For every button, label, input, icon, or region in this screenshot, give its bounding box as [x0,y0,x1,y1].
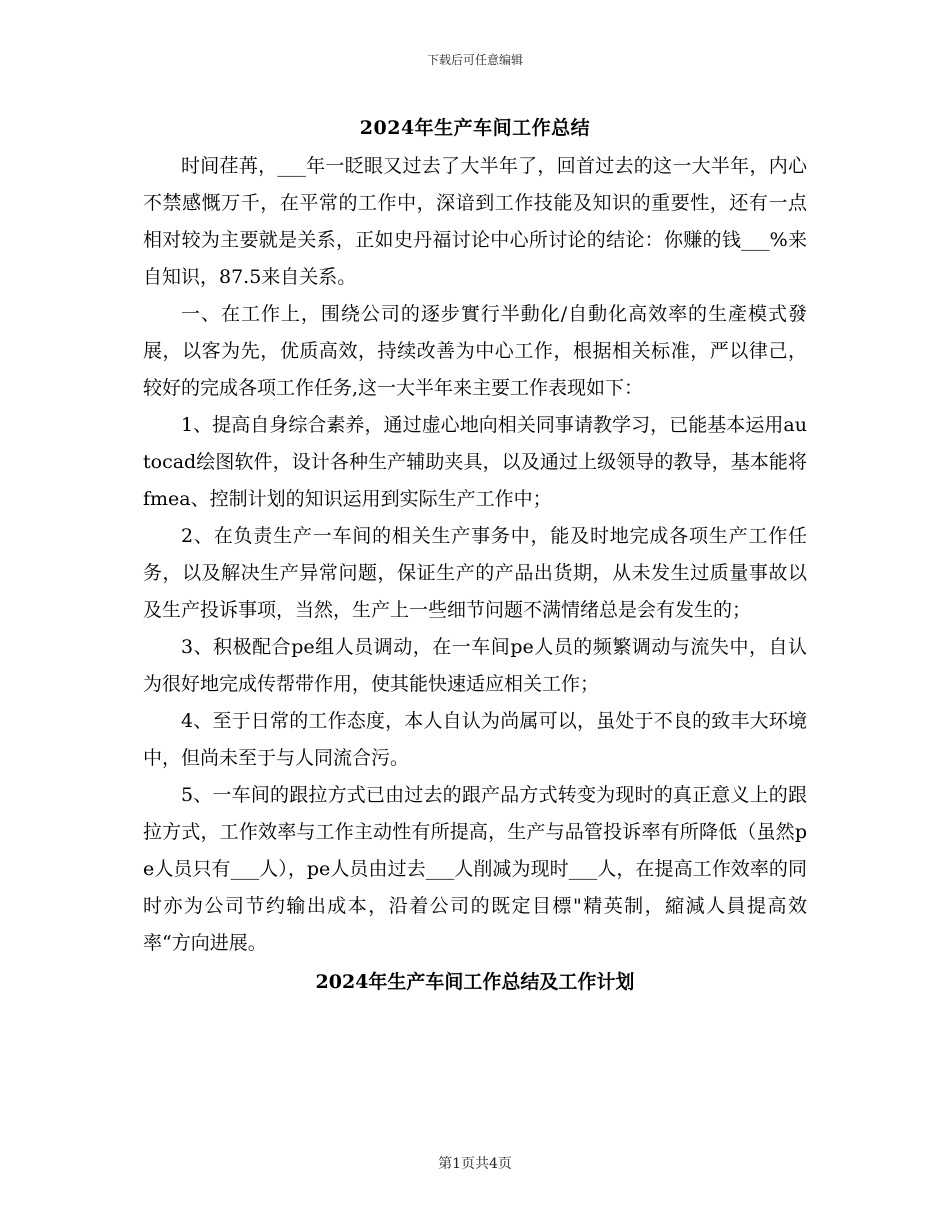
paragraph-item-3: 3、积极配合pe组人员调动，在一车间pe人员的频繁调动与流失中，自认为很好地完成传帮带作用，使其能快速适应相关工作； [143,636,807,695]
page-number: 第1页共4页 [438,1156,512,1172]
document-title: 2024年生产车间工作总结 [359,117,591,139]
paragraph-section-one: 一、在工作上，围绕公司的逐步實行半動化/自動化高效率的生產模式發展，以客为先，优质高效，持续改善为中心工作，根据相关标准，严以律己，较好的完成各项工作任务,这一大半年来主要工作表现如下： [143,303,807,399]
paragraph-item-1: 1、提高自身综合素养，通过虚心地向相关同事请教学习，已能基本运用autocad绘图软件，设计各种生产辅助夹具，以及通过上级领导的教导，基本能将fmea、控制计划的知识运用到实际生产工作中； [143,414,807,510]
document-body [143,148,807,998]
paragraph-item-5: 5、一车间的跟拉方式已由过去的跟产品方式转变为现时的真正意义上的跟拉方式，工作效率与工作主动性有所提高，生产与品管投诉率有所降低（虽然pe人员只有___人），pe人员由过去___人削减为现时___人，在提高工作效率的同时亦为公司节约输出成本，沿着公司的既定目標"精英制，縮減人員提高效率“方向进展。 [143,784,807,954]
paragraph-intro: 时间荏苒，___年一眨眼又过去了大半年了，回首过去的这一大半年，内心不禁感慨万千，在平常的工作中，深谙到工作技能及知识的重要性，还有一点相对较为主要就是关系，正如史丹福讨论中心所讨论的结论：你赚的钱___%来自知识，87.5来自关系。 [143,155,807,288]
document-subtitle: 2024年生产车间工作总结及工作计划 [315,971,635,993]
paragraph-item-4: 4、至于日常的工作态度，本人自认为尚属可以，虽处于不良的致丰大环境中，但尚未至于与人同流合污。 [143,710,807,769]
paragraph-item-2: 2、在负责生产一车间的相关生产事务中，能及时地完成各项生产工作任务，以及解决生产异常问题，保证生产的产品出货期，从未发生过质量事故以及生产投诉事项，当然，生产上一些细节问题不满情绪总是会有发生的； [143,525,807,621]
page-header-note: 下载后可任意编辑 [426,53,523,67]
